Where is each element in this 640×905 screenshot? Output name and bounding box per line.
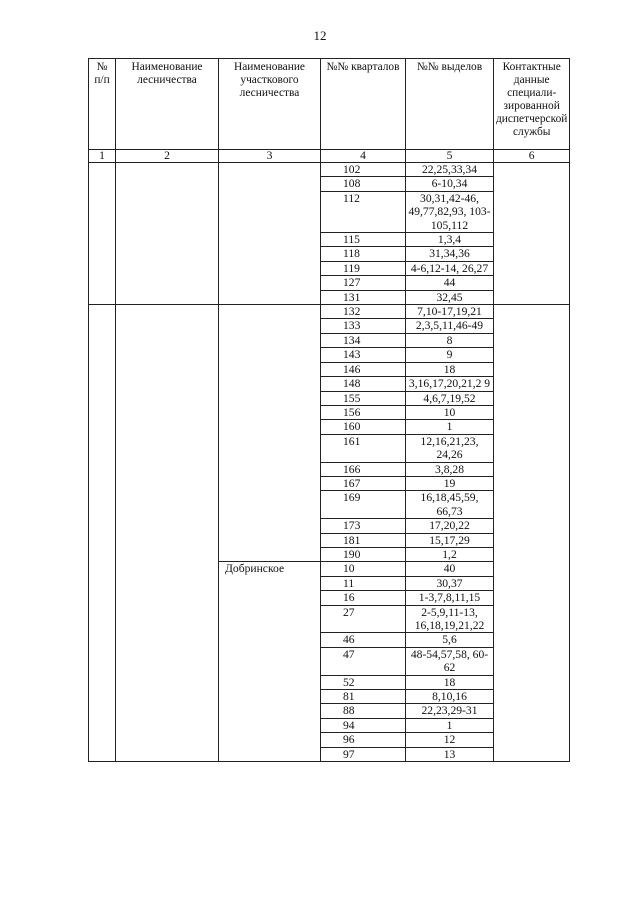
allotment-numbers-cell: 4-6,12-14, 26,27 [406,261,494,275]
table-body [89,150,570,762]
allotment-numbers-cell: 13 [406,747,494,761]
column-number: 5 [406,150,494,163]
quarter-number-cell: 148 [321,377,406,391]
district-forestry-cell [219,305,321,562]
allotment-numbers-cell: 9 [406,348,494,362]
quarter-number-cell: 88 [321,704,406,718]
district-forestry-cell: Добринское [219,562,321,762]
allotment-numbers-cell: 2,3,5,11,46-49 [406,319,494,333]
quarter-number-cell: 160 [321,420,406,434]
allotment-numbers-cell: 12 [406,733,494,747]
table-row [89,163,570,177]
column-number: 3 [219,150,321,163]
column-number: 2 [116,150,219,163]
table-header-row [89,59,570,150]
quarter-number-cell: 115 [321,233,406,247]
allotment-numbers-cell: 5,6 [406,633,494,647]
allotment-numbers-cell: 44 [406,276,494,290]
allotment-numbers-cell: 15,17,29 [406,533,494,547]
quarter-number-cell: 146 [321,362,406,376]
quarter-number-cell: 127 [321,276,406,290]
allotment-numbers-cell: 30,31,42-46, 49,77,82,93, 103-105,112 [406,191,494,232]
allotment-numbers-cell: 19 [406,476,494,490]
allotment-numbers-cell: 2-5,9,11-13, 16,18,19,21,22 [406,605,494,633]
header-quarters: №№ кварталов [321,59,406,150]
header-forestry: Наименование лесничества [116,59,219,150]
quarter-number-cell: 81 [321,690,406,704]
quarter-number-cell: 169 [321,491,406,519]
allotment-numbers-cell: 1 [406,718,494,732]
quarter-number-cell: 16 [321,591,406,605]
allotment-numbers-cell: 6-10,34 [406,177,494,191]
header-allotments: №№ выделов [406,59,494,150]
allotment-numbers-cell: 1,3,4 [406,233,494,247]
quarter-number-cell: 132 [321,305,406,319]
column-number: 6 [494,150,570,163]
quarter-number-cell: 119 [321,261,406,275]
quarter-number-cell: 134 [321,333,406,347]
row-number-cell [89,305,116,762]
header-number: № п/п [89,59,116,150]
column-numbers-row [89,150,570,163]
header-district-forestry: Наименование участкового лесничества [219,59,321,150]
allotment-numbers-cell: 1-3,7,8,11,15 [406,591,494,605]
allotment-numbers-cell: 1,2 [406,547,494,561]
header-contact-data: Контактные данные специали-зированной диспетчерской службы [494,59,570,150]
contact-data-cell [494,163,570,305]
quarter-number-cell: 173 [321,519,406,533]
allotment-numbers-cell: 8,10,16 [406,690,494,704]
quarter-number-cell: 131 [321,290,406,304]
allotment-numbers-cell: 3,8,28 [406,462,494,476]
quarter-number-cell: 94 [321,718,406,732]
allotment-numbers-cell: 4,6,7,19,52 [406,391,494,405]
quarter-number-cell: 10 [321,562,406,576]
forest-quarters-table [88,58,570,762]
allotment-numbers-cell: 10 [406,405,494,419]
quarter-number-cell: 118 [321,247,406,261]
quarter-number-cell: 112 [321,191,406,232]
allotment-numbers-cell: 17,20,22 [406,519,494,533]
quarter-number-cell: 52 [321,675,406,689]
table-row [89,305,570,319]
column-number: 1 [89,150,116,163]
quarter-number-cell: 155 [321,391,406,405]
allotment-numbers-cell: 12,16,21,23, 24,26 [406,434,494,462]
column-number: 4 [321,150,406,163]
allotment-numbers-cell: 32,45 [406,290,494,304]
quarter-number-cell: 166 [321,462,406,476]
quarter-number-cell: 181 [321,533,406,547]
allotment-numbers-cell: 31,34,36 [406,247,494,261]
allotment-numbers-cell: 30,37 [406,576,494,590]
quarter-number-cell: 46 [321,633,406,647]
quarter-number-cell: 11 [321,576,406,590]
allotment-numbers-cell: 48-54,57,58, 60-62 [406,647,494,675]
allotment-numbers-cell: 22,23,29-31 [406,704,494,718]
quarter-number-cell: 102 [321,163,406,177]
district-forestry-cell [219,163,321,305]
forestry-name-cell [116,305,219,762]
forestry-name-cell [116,163,219,305]
allotment-numbers-cell: 18 [406,362,494,376]
quarter-number-cell: 143 [321,348,406,362]
quarter-number-cell: 97 [321,747,406,761]
row-number-cell [89,163,116,305]
contact-data-cell [494,305,570,762]
quarter-number-cell: 108 [321,177,406,191]
quarter-number-cell: 96 [321,733,406,747]
allotment-numbers-cell: 40 [406,562,494,576]
allotment-numbers-cell: 16,18,45,59, 66,73 [406,491,494,519]
allotment-numbers-cell: 18 [406,675,494,689]
quarter-number-cell: 156 [321,405,406,419]
allotment-numbers-cell: 8 [406,333,494,347]
quarter-number-cell: 133 [321,319,406,333]
allotment-numbers-cell: 7,10-17,19,21 [406,305,494,319]
quarter-number-cell: 27 [321,605,406,633]
allotment-numbers-cell: 1 [406,420,494,434]
allotment-numbers-cell: 3,16,17,20,21,2 9 [406,377,494,391]
quarter-number-cell: 161 [321,434,406,462]
allotment-numbers-cell: 22,25,33,34 [406,163,494,177]
quarter-number-cell: 47 [321,647,406,675]
quarter-number-cell: 190 [321,547,406,561]
quarter-number-cell: 167 [321,476,406,490]
page-number: 12 [313,28,327,43]
